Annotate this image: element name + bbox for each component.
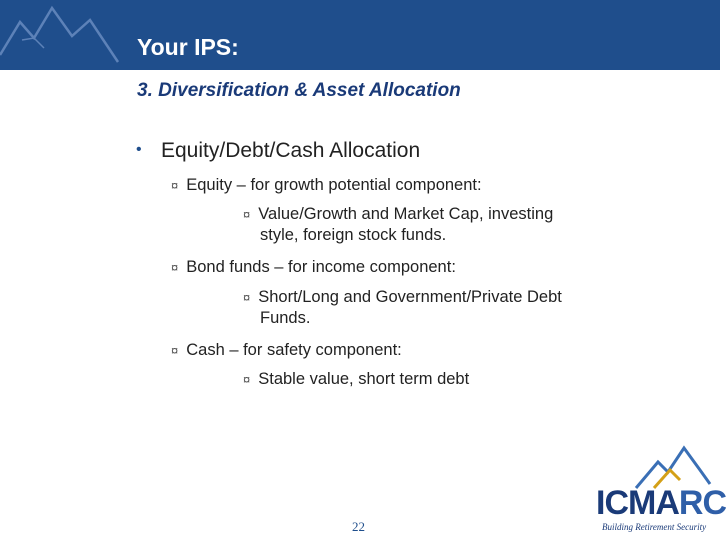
icmarc-logo bbox=[596, 440, 726, 534]
sub-item-line1: Stable value, short term debt bbox=[258, 370, 470, 388]
main-bullet-text: Equity/Debt/Cash Allocation bbox=[161, 139, 421, 162]
sub-item-line2: style, foreign stock funds. bbox=[260, 226, 447, 244]
logo-wordmark bbox=[596, 484, 726, 523]
sub-item-line1: Short/Long and Government/Private Debt bbox=[258, 288, 562, 306]
slide-subtitle: 3. Diversification & Asset Allocation bbox=[137, 80, 461, 101]
sub-list-item bbox=[243, 287, 562, 329]
header-bar bbox=[0, 0, 720, 70]
mountain-watermark-icon bbox=[0, 0, 140, 70]
bullet-marker-icon: ¤ bbox=[171, 260, 179, 275]
bullet-dot-icon: • bbox=[136, 141, 142, 158]
logo-icma: ICMA bbox=[596, 484, 679, 522]
mountain-logo-icon bbox=[596, 440, 714, 490]
bullet-marker-icon: ¤ bbox=[171, 178, 179, 193]
logo-rc: RC bbox=[678, 484, 726, 522]
list-item-label: Cash – for safety component: bbox=[186, 341, 402, 359]
bullet-marker-icon: ¤ bbox=[243, 372, 251, 387]
list-item bbox=[171, 176, 482, 195]
sub-list-item bbox=[243, 369, 469, 390]
bullet-marker-icon: ¤ bbox=[171, 343, 179, 358]
sub-item-line2: Funds. bbox=[260, 309, 311, 327]
sub-list-item bbox=[243, 204, 553, 246]
sub-item-line1: Value/Growth and Market Cap, investing bbox=[258, 205, 554, 223]
list-item bbox=[171, 341, 402, 360]
page-number: 22 bbox=[352, 519, 365, 534]
bullet-marker-icon: ¤ bbox=[243, 207, 251, 222]
bullet-marker-icon: ¤ bbox=[243, 290, 251, 305]
logo-tagline: Building Retirement Security bbox=[602, 522, 707, 532]
list-item bbox=[171, 258, 456, 277]
slide-title: Your IPS: bbox=[137, 34, 239, 60]
list-item-label: Bond funds – for income component: bbox=[186, 258, 456, 276]
list-item-label: Equity – for growth potential component: bbox=[186, 176, 482, 194]
